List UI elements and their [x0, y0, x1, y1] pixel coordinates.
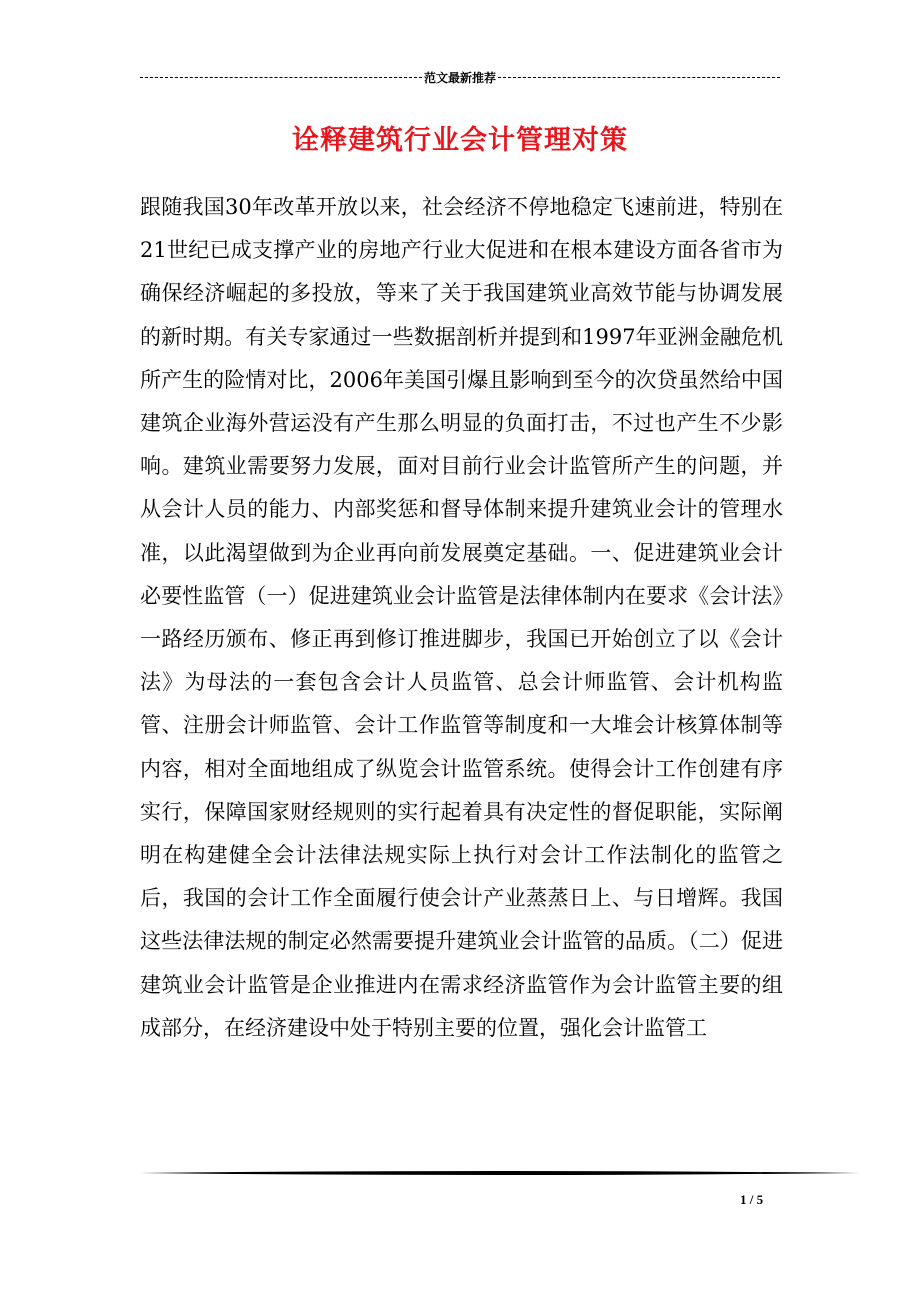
- header-dash-left: [140, 77, 422, 78]
- header-dash-right: [498, 77, 780, 78]
- header-label: 范文最新推荐: [424, 70, 497, 85]
- footer-rule: [140, 1170, 860, 1176]
- document-body: 跟随我国30年改革开放以来，社会经济不停地稳定飞速前进，特别在21世纪已成支撑产业的房地产行业大促进和在根本建设方面各省市为确保经济崛起的多投放，等来了关于我国建筑业高效节能与协调发展的新时期。有关专家通过一些数据剖析并提到和1997年亚洲金融危机所产生的险情对比，2006年美国引爆且影响到至今的次贷虽然给中国建筑企业海外营运没有产生那么明显的负面打击，不过也产生不少影响。建筑业需要努力发展，面对目前行业会计监管所产生的问题，并从会计人员的能力、内部奖惩和督导体制来提升建筑业会计的管理水准，以此渴望做到为企业再向前发展奠定基础。一、促进建筑业会计必要性监管（一）促进建筑业会计监管是法律体制内在要求《会计法》一路经历颁布、修正再到修订推进脚步，我国已开始创立了以《会计法》为母法的一套包含会计人员监管、总会计师监管、会计机构监管、注册会计师监管、会计工作监管等制度和一大堆会计核算体制等内容，相对全面地组成了纵览会计监管系统。使得会计工作创建有序实行，保障国家财经规则的实行起着具有决定性的督促职能，实际阐明在构建健全会计法律法规实际上执行对会计工作法制化的监管之后，我国的会计工作全面履行使会计产业蒸蒸日上、与日增辉。我国这些法律法规的制定必然需要提升建筑业会计监管的品质。（二）促进建筑业会计监管是企业推进内在需求经济监管作为会计监管主要的组成部分，在经济建设中处于特别主要的位置，强化会计监管工: [140, 195, 783, 1040]
- page-number: 1 / 5: [740, 1192, 764, 1207]
- document-title: 诠释建筑行业会计管理对策: [292, 125, 628, 156]
- page-header: [140, 66, 780, 88]
